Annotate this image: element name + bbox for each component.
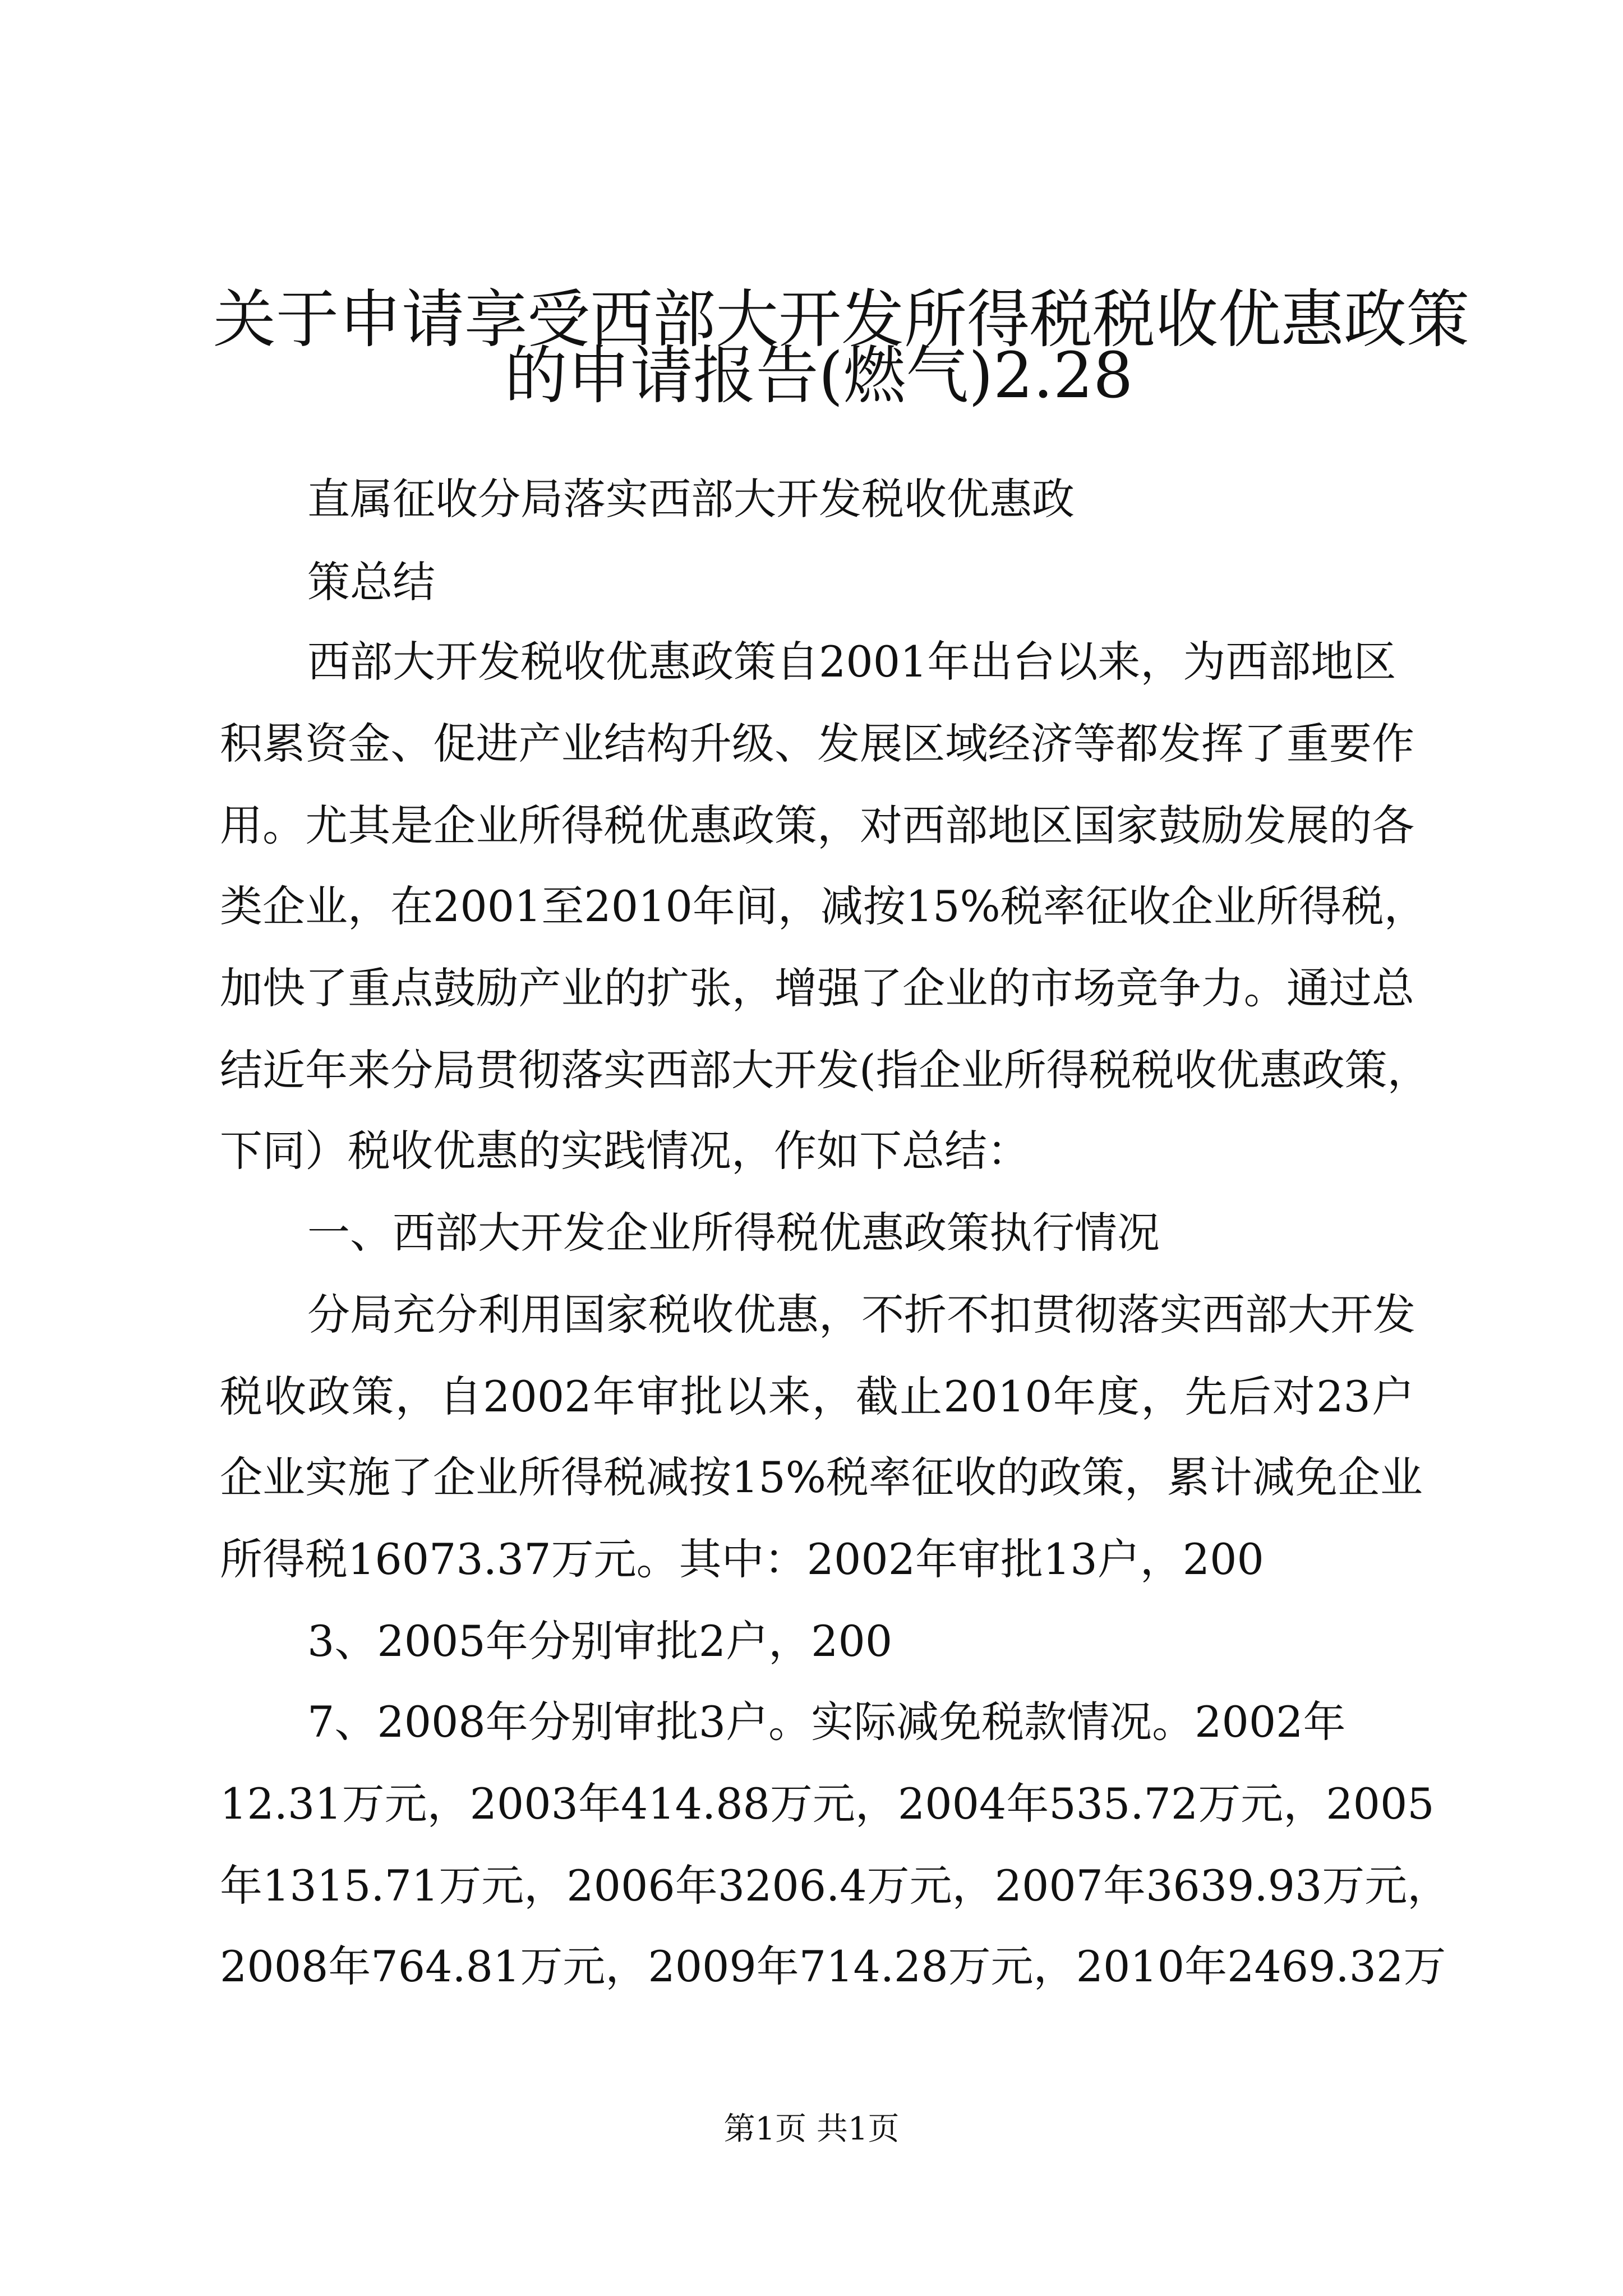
section-heading-1: 一、西部大开发企业所得税优惠政策执行情况 [307,1208,1160,1258]
paragraph-2-line-3: 企业实施了企业所得税减按15%税率征收的政策，累计减免企业 [220,1452,1423,1502]
paragraph-2-line-1: 分局充分利用国家税收优惠，不折不扣贯彻落实西部大开发 [307,1290,1415,1340]
paragraph-1-line-2: 积累资金、促进产业结构升级、发展区域经济等都发挥了重要作 [220,719,1414,769]
paragraph-1-line-6: 结近年来分局贯彻落实西部大开发(指企业所得税税收优惠政策， [220,1045,1430,1095]
subtitle-line-1: 直属征收分局落实西部大开发税收优惠政 [307,474,1075,524]
paragraph-1-line-4: 类企业，在2001至2010年间，减按15%税率征收企业所得税， [220,881,1427,931]
paragraph-4-line-1: 7、2008年分别审批3户。实际减免税款情况。2002年 [307,1697,1346,1747]
document-title-line-1: 关于申请享受西部大开发所得税税收优惠政策 [213,283,1469,356]
paragraph-1-line-1: 西部大开发税收优惠政策自2001年出台以来，为西部地区 [307,637,1396,687]
page-number-footer: 第1页 共1页 [723,2111,900,2147]
paragraph-4-line-2: 12.31万元，2003年414.88万元，2004年535.72万元，2005 [220,1779,1435,1829]
paragraph-1-line-3: 用。尤其是企业所得税优惠政策，对西部地区国家鼓励发展的各 [220,800,1414,850]
paragraph-4-line-4: 2008年764.81万元，2009年714.28万元，2010年2469.32万 [220,1941,1446,1991]
document-title-line-2: 的申请报告(燃气)2.28 [504,339,1133,412]
paragraph-1-line-5: 加快了重点鼓励产业的扩张，增强了企业的市场竞争力。通过总 [220,963,1414,1013]
paragraph-3-line-1: 3、2005年分别审批2户，200 [307,1616,893,1666]
subtitle-line-2: 策总结 [307,557,435,607]
paragraph-2-line-4: 所得税16073.37万元。其中：2002年审批13户，200 [220,1534,1264,1584]
paragraph-2-line-2: 税收政策，自2002年审批以来，截止2010年度，先后对23户 [220,1372,1414,1421]
paragraph-4-line-3: 年1315.71万元，2006年3206.4万元，2007年3639.93万元， [220,1861,1450,1911]
paragraph-1-line-7: 下同）税收优惠的实践情况，作如下总结： [220,1126,1030,1176]
